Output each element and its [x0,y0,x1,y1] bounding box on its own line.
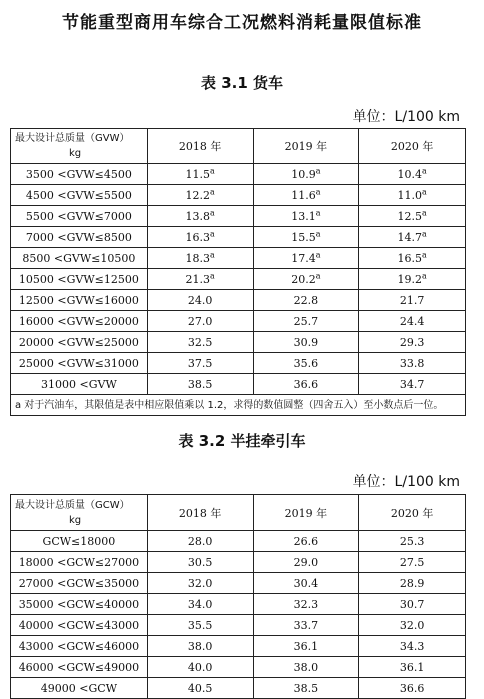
row-category: 43000 <GCW≤46000 [11,636,148,657]
row-value [253,678,359,699]
value-text: 30.4 [293,576,319,590]
row-category: 20000 <GVW≤25000 [11,332,148,353]
row-value [359,636,466,657]
footnote-row [11,395,466,416]
value-text: 14.7 [397,230,422,244]
table1-header-year-2020: 2020 年 [359,129,466,164]
value-text: 26.6 [293,534,319,548]
table2-header-year-2019: 2019 年 [253,495,359,531]
value-text: 20.2 [291,272,316,286]
table-row [11,185,466,206]
row-value [359,615,466,636]
footnote-marker: a [210,165,215,175]
row-value [253,248,359,269]
row-value [253,311,359,332]
table-row [11,374,466,395]
value-text: 40.0 [187,660,213,674]
row-value [359,594,466,615]
footnote-marker: a [210,228,215,238]
row-value [147,657,253,678]
row-category: 8500 <GVW≤10500 [11,248,148,269]
footnote-marker: a [210,207,215,217]
table2-header-year-2020: 2020 年 [359,495,466,531]
footnote-marker: a [421,270,427,280]
table1-trucks [10,128,466,416]
row-value [253,636,359,657]
value-text: 21.3 [185,272,211,286]
value-text: 30.7 [399,597,425,611]
row-value [359,353,466,374]
value-text: 35.5 [187,618,213,632]
value-text: 11.6 [291,188,316,202]
table1-header-label-line1: 最大设计总质量（GVW） [15,133,130,144]
value-text: 38.0 [187,639,213,653]
table-row [11,531,466,552]
table2-header-year-2018: 2018 年 [147,495,253,531]
value-text: 12.2 [185,188,211,202]
value-text: 32.5 [187,335,213,349]
row-value [253,657,359,678]
row-value [253,573,359,594]
value-text: 28.9 [399,576,425,590]
value-text: 22.8 [293,293,319,307]
value-text: 36.1 [399,660,425,674]
row-category: 25000 <GVW≤31000 [11,353,148,374]
row-value [253,206,359,227]
value-text: 11.0 [397,188,422,202]
row-value [359,374,466,395]
value-text: 11.5 [185,167,211,181]
table-row [11,164,466,185]
table-row [11,594,466,615]
table2-header-label [11,495,148,531]
value-text: 27.0 [187,314,213,328]
value-text: 30.5 [187,555,213,569]
row-value [147,185,253,206]
row-value [147,332,253,353]
row-value [147,269,253,290]
table-row [11,227,466,248]
row-category: 35000 <GCW≤40000 [11,594,148,615]
row-value [253,374,359,395]
value-text: 34.7 [399,377,425,391]
value-text: 38.5 [293,681,319,695]
row-value [253,594,359,615]
footnote-marker: a [421,165,427,175]
row-value [253,332,359,353]
table-row [11,353,466,374]
value-text: 38.0 [293,660,319,674]
row-value [253,290,359,311]
row-category: 31000 <GVW [11,374,148,395]
footnote-marker: a [421,249,427,259]
footnote-marker: a [210,249,215,259]
row-value [359,248,466,269]
footnote-marker: a [315,186,321,196]
row-value [359,657,466,678]
value-text: 38.5 [187,377,213,391]
value-text: 17.4 [291,251,316,265]
footnote-marker: a [421,228,427,238]
table2-unit: 单位：L/100 km [352,474,460,490]
row-value [253,552,359,573]
value-text: 40.5 [187,681,213,695]
row-value [253,615,359,636]
row-value [359,531,466,552]
value-text: 13.8 [185,209,211,223]
value-text: 36.6 [399,681,425,695]
row-value [147,290,253,311]
row-value [147,206,253,227]
value-text: 24.0 [187,293,213,307]
row-value [253,269,359,290]
value-text: 19.2 [397,272,422,286]
value-text: 36.6 [293,377,319,391]
value-text: 25.3 [399,534,425,548]
row-value [253,353,359,374]
value-text: 36.1 [293,639,319,653]
row-value [359,290,466,311]
row-value [147,615,253,636]
value-text: 24.4 [399,314,425,328]
row-category: 40000 <GCW≤43000 [11,615,148,636]
row-value [359,227,466,248]
row-value [359,185,466,206]
table-row [11,573,466,594]
row-category: 27000 <GCW≤35000 [11,573,148,594]
row-value [147,248,253,269]
footnote-marker: a [315,270,321,280]
table-row [11,269,466,290]
row-category: 10500 <GVW≤12500 [11,269,148,290]
row-value [359,678,466,699]
value-text: 35.6 [293,356,319,370]
table2-semitrailer-tractors [10,494,466,699]
row-value [359,206,466,227]
table1-footnote: a 对于汽油车，其限值是表中相应限值乘以 1.2，求得的数值圆整（四舍五入）至小数点后一位。 [11,395,466,416]
row-value [253,227,359,248]
row-value [147,531,253,552]
row-value [359,573,466,594]
value-text: 12.5 [397,209,422,223]
value-text: 32.3 [293,597,319,611]
value-text: 10.4 [397,167,422,181]
table2-header-label-line1: 最大设计总质量（GCW） [15,499,130,511]
row-value [147,353,253,374]
value-text: 18.3 [185,251,211,265]
row-value [147,374,253,395]
table2-header-label-line2: kg [69,514,82,526]
table-row [11,636,466,657]
table-row [11,332,466,353]
row-value [359,269,466,290]
row-value [253,164,359,185]
row-value [253,531,359,552]
value-text: 27.5 [399,555,425,569]
table-row [11,248,466,269]
page-title: 节能重型商用车综合工况燃料消耗量限值标准 [62,13,422,33]
row-value [147,594,253,615]
table1-header-year-2018: 2018 年 [147,129,253,164]
row-category: 12500 <GVW≤16000 [11,290,148,311]
value-text: 15.5 [291,230,316,244]
row-value [359,332,466,353]
value-text: 13.1 [291,209,316,223]
value-text: 28.0 [187,534,213,548]
table1-header-label [11,129,148,164]
table2-title: 表 3.2 半挂牵引车 [178,432,306,450]
row-value [253,185,359,206]
row-value [147,636,253,657]
row-category: 46000 <GCW≤49000 [11,657,148,678]
table-row [11,657,466,678]
footnote-marker: a [210,186,215,196]
row-category: 4500 <GVW≤5500 [11,185,148,206]
table-row [11,311,466,332]
table1-title: 表 3.1 货车 [200,74,284,92]
row-category: GCW≤18000 [11,531,148,552]
value-text: 33.8 [399,356,425,370]
value-text: 32.0 [399,618,425,632]
table1-unit: 单位：L/100 km [352,109,460,125]
row-category: 5500 <GVW≤7000 [11,206,148,227]
row-value [359,552,466,573]
row-category: 49000 <GCW [11,678,148,699]
row-value [147,552,253,573]
table-row [11,678,466,699]
value-text: 10.9 [291,167,316,181]
table1-body [11,164,466,416]
table2-body [11,531,466,699]
value-text: 25.7 [293,314,319,328]
value-text: 30.9 [293,335,319,349]
footnote-marker: a [421,186,427,196]
value-text: 21.7 [399,293,425,307]
table-row [11,206,466,227]
value-text: 34.0 [187,597,213,611]
footnote-marker: a [315,249,321,259]
value-text: 16.3 [185,230,211,244]
value-text: 29.3 [399,335,425,349]
row-value [359,164,466,185]
value-text: 16.5 [397,251,422,265]
table-row [11,552,466,573]
value-text: 29.0 [293,555,319,569]
footnote-marker: a [421,207,427,217]
value-text: 32.0 [187,576,213,590]
row-value [147,311,253,332]
value-text: 34.3 [399,639,425,653]
table-row [11,615,466,636]
row-value [147,164,253,185]
row-category: 16000 <GVW≤20000 [11,311,148,332]
table-row [11,290,466,311]
table1-header-label-line2: kg [69,148,82,159]
row-category: 7000 <GVW≤8500 [11,227,148,248]
value-text: 37.5 [187,356,213,370]
footnote-marker: a [210,270,215,280]
value-text: 33.7 [293,618,319,632]
row-value [147,678,253,699]
footnote-marker: a [315,165,321,175]
row-category: 3500 <GVW≤4500 [11,164,148,185]
row-value [359,311,466,332]
row-value [147,573,253,594]
table1-header-year-2019: 2019 年 [253,129,359,164]
row-category: 18000 <GCW≤27000 [11,552,148,573]
footnote-marker: a [315,228,321,238]
footnote-marker: a [315,207,321,217]
row-value [147,227,253,248]
